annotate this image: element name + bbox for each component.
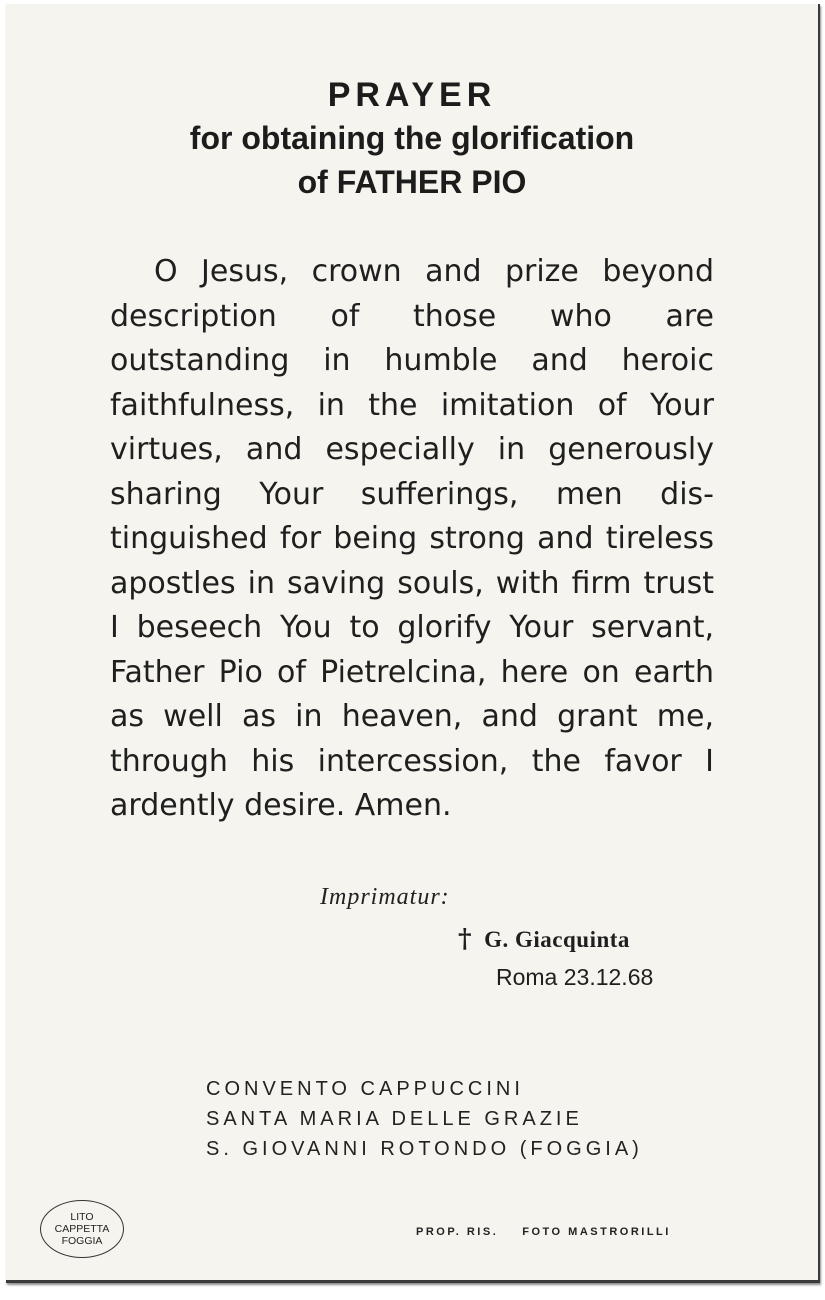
prayer-text: O Jesus, crown and prize beyond description of those who are outstanding in humble and heroic faithfulness, in the imitation of Your virtues, and especially in generously sharing Your sufferings, men dis-tinguished for being strong and tireless apostles in saving souls, with firm trust I beseech You to glorify Your servant, Father Pio of Pietrelcina, here on earth as well as in heaven, and grant me, through his intercession, the favor I ardently desire. Amen.: [110, 254, 714, 823]
seal-line-1: LITO: [70, 1211, 94, 1223]
bishop-name: G. Giacquinta: [484, 927, 630, 952]
photo-credit: FOTO MASTRORILLI: [522, 1226, 671, 1238]
subtitle-line-1: for obtaining the glorification: [189, 120, 635, 156]
address-line-2: SANTA MARIA DELLE GRAZIE: [206, 1108, 583, 1130]
seal-line-3: FOGGIA: [61, 1235, 103, 1247]
printer-seal: [40, 1200, 124, 1258]
bishop-line: [458, 924, 688, 954]
address-line-1: CONVENTO CAPPUCCINI: [206, 1078, 524, 1100]
imprimatur-label: Imprimatur:: [320, 884, 450, 910]
prayer-card: [6, 4, 820, 1283]
address-block: [206, 1074, 643, 1164]
title-block: [6, 74, 818, 204]
subtitle-line-2: of FATHER PIO: [297, 164, 527, 200]
cross-icon: †: [458, 924, 473, 954]
seal-line-2: CAPPETTA: [54, 1223, 110, 1235]
page-title: PRAYER: [327, 76, 497, 114]
approval-date: Roma 23.12.68: [496, 964, 654, 990]
address-line-3: S. GIOVANNI ROTONDO (FOGGIA): [206, 1138, 643, 1160]
signature-block: [458, 924, 688, 991]
rights-text: PROP. RIS.: [416, 1226, 499, 1238]
credits-line: [416, 1226, 671, 1238]
